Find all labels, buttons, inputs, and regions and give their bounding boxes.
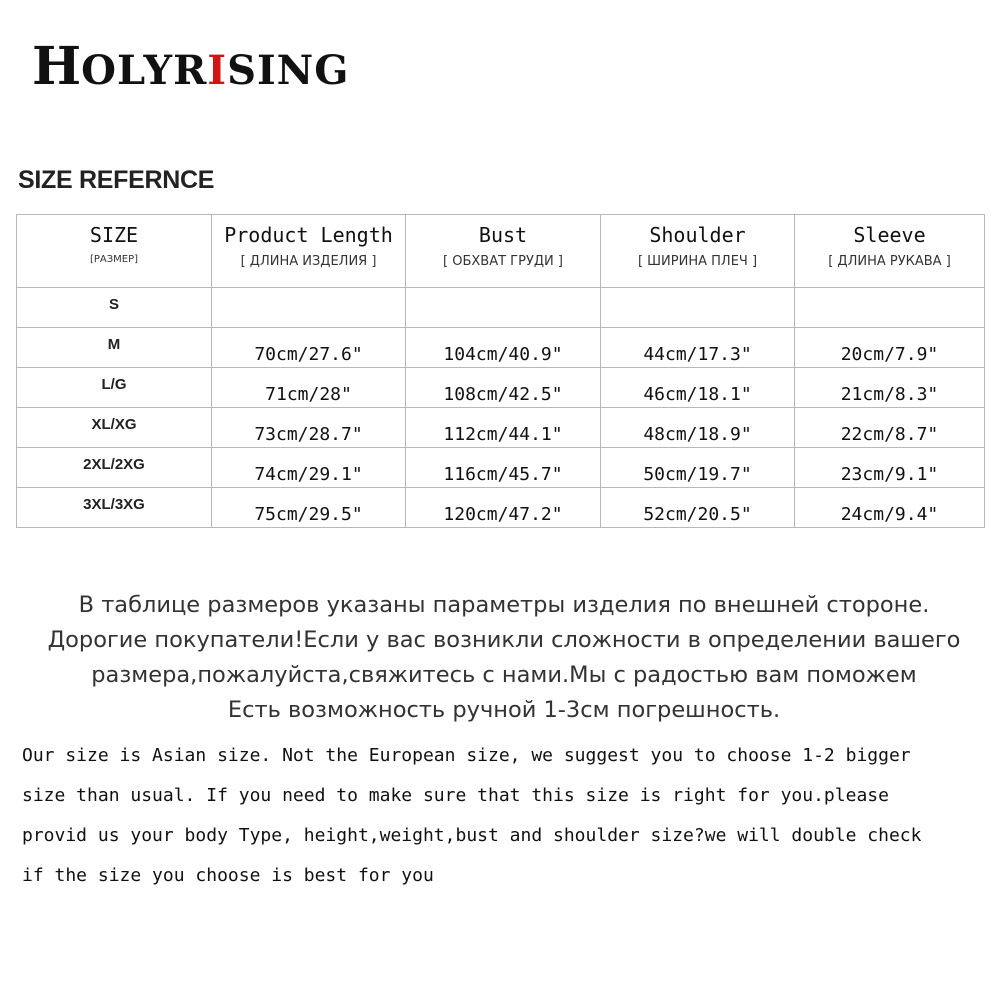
english-note-line: Our size is Asian size. Not the European size, we suggest you to choose 1-2 bigger [22, 745, 911, 766]
length-cell: 70cm/27.6" [212, 328, 406, 368]
length-cell: 73cm/28.7" [212, 408, 406, 448]
size-cell: XL/XG [17, 408, 212, 448]
russian-note [14, 588, 994, 728]
shoulder-cell [601, 288, 795, 328]
size-cell: 2XL/2XG [17, 448, 212, 488]
header-label: Shoulder [649, 223, 746, 247]
brand-logo-initial: H [32, 36, 82, 97]
size-cell: M [17, 328, 212, 368]
english-note-line: size than usual. If you need to make sure that this size is right for you.please [22, 785, 889, 806]
table-row [17, 328, 985, 368]
bust-cell: 116cm/45.7" [406, 448, 601, 488]
shoulder-cell: 46cm/18.1" [601, 368, 795, 408]
table-row [17, 408, 985, 448]
bust-cell: 104cm/40.9" [406, 328, 601, 368]
bust-cell: 112cm/44.1" [406, 408, 601, 448]
header-label: Sleeve [853, 223, 926, 247]
bust-cell: 108cm/42.5" [406, 368, 601, 408]
length-cell: 74cm/29.1" [212, 448, 406, 488]
russian-note-line: размера,пожалуйста,свяжитесь с нами.Мы с радостью вам поможем [91, 662, 917, 688]
shoulder-cell: 50cm/19.7" [601, 448, 795, 488]
header-label: Product Length [224, 223, 393, 247]
russian-note-line: В таблице размеров указаны параметры изделия по внешней стороне. [78, 592, 930, 618]
table-row [17, 288, 985, 328]
header-label-ru: [РАЗМЕР] [89, 254, 139, 265]
size-cell: 3XL/3XG [17, 488, 212, 528]
section-title: SIZE REFERNCE [18, 166, 215, 194]
english-note [22, 736, 992, 896]
header-product-length [212, 215, 406, 288]
header-label: Bust [478, 223, 528, 247]
header-label-ru: [ ОБХВАТ ГРУДИ ] [443, 254, 563, 269]
bust-cell: 120cm/47.2" [406, 488, 601, 528]
sleeve-cell: 22cm/8.7" [795, 408, 985, 448]
size-table [16, 214, 985, 528]
sleeve-cell: 24cm/9.4" [795, 488, 985, 528]
english-note-line: provid us your body Type, height,weight,bust and shoulder size?we will double check [22, 825, 922, 846]
header-shoulder [601, 215, 795, 288]
header-label: SIZE [89, 223, 139, 247]
header-label-ru: [ ДЛИНА ИЗДЕЛИЯ ] [240, 254, 377, 269]
table-row [17, 368, 985, 408]
sleeve-cell: 23cm/9.1" [795, 448, 985, 488]
shoulder-cell: 48cm/18.9" [601, 408, 795, 448]
russian-note-line: Дорогие покупатели!Если у вас возникли сложности в определении вашего [47, 627, 961, 653]
shoulder-cell: 52cm/20.5" [601, 488, 795, 528]
bust-cell [406, 288, 601, 328]
size-cell: S [17, 288, 212, 328]
size-cell: L/G [17, 368, 212, 408]
header-size [17, 215, 212, 288]
header-label-ru: [ ШИРИНА ПЛЕЧ ] [637, 254, 758, 269]
brand-logo [32, 36, 350, 97]
length-cell [212, 288, 406, 328]
length-cell: 71cm/28" [212, 368, 406, 408]
header-sleeve [795, 215, 985, 288]
sleeve-cell: 21cm/8.3" [795, 368, 985, 408]
sleeve-cell: 20cm/7.9" [795, 328, 985, 368]
shoulder-cell: 44cm/17.3" [601, 328, 795, 368]
brand-logo-accent-letter: I [207, 47, 228, 94]
header-bust [406, 215, 601, 288]
header-label-ru: [ ДЛИНА РУКАВА ] [828, 254, 951, 269]
sleeve-cell [795, 288, 985, 328]
brand-logo-text-1: OLYR [81, 47, 208, 94]
table-header-row [17, 215, 985, 288]
russian-note-line: Есть возможность ручной 1-3см погрешность. [227, 697, 781, 723]
length-cell: 75cm/29.5" [212, 488, 406, 528]
table-row [17, 448, 985, 488]
brand-logo-text-2: SING [227, 47, 350, 94]
english-note-line: if the size you choose is best for you [22, 865, 434, 886]
table-row [17, 488, 985, 528]
